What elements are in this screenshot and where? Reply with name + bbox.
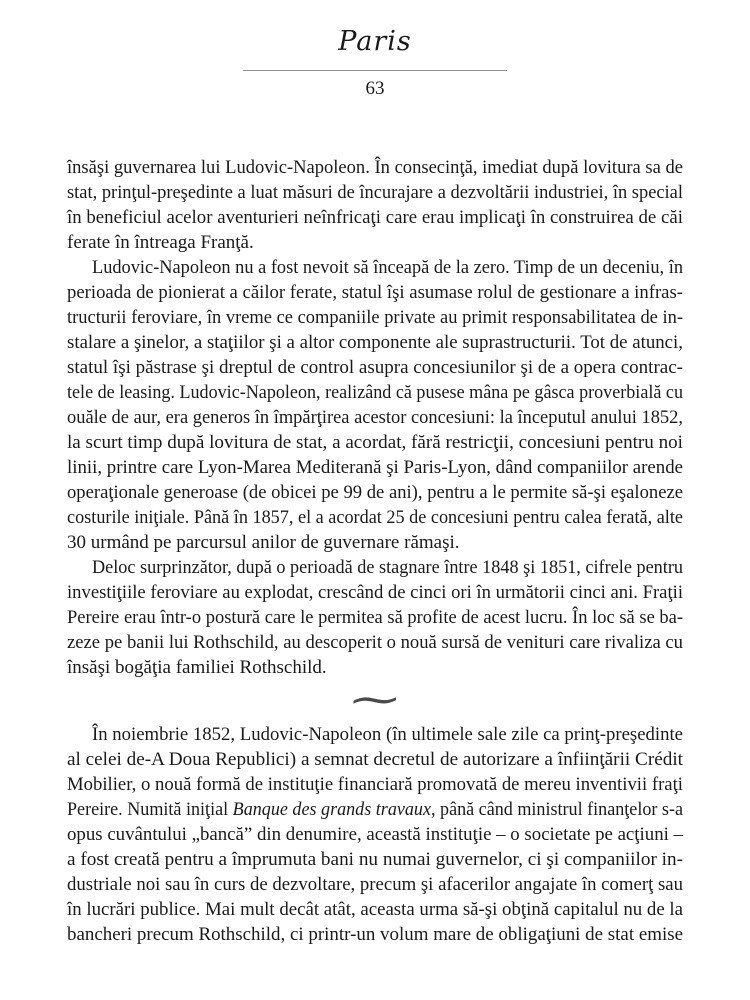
running-title: Paris xyxy=(338,26,412,57)
text-line: a fost creată pentru a împrumuta bani nu numai guvernelor, ci şi companiilor in- xyxy=(67,849,683,870)
text-line: însăşi guvernarea lui Ludovic-Napoleon. În consecinţă, imediat după lovitura sa de xyxy=(67,157,683,178)
text-line: însăşi bogăţia familiei Rothschild. xyxy=(67,657,327,678)
text-line: dustriale noi sau în curs de dezvoltare, precum şi afacerilor angajate în comerţ sau xyxy=(67,874,683,895)
header-rule-divider xyxy=(243,70,507,71)
text-line: Ludovic-Napoleon nu a fost nevoit să înceapă de la zero. Timp de un deceniu, în xyxy=(92,257,683,278)
text-line: perioada de pionierat a căilor ferate, statul îşi asumase rolul de gestionare a infras- xyxy=(67,282,683,303)
paragraph xyxy=(67,555,683,680)
text-line: investiţiile feroviare au explodat, crescând de cinci ori în următorii cinci ani. Fraţii xyxy=(67,582,683,603)
text-line: ouăle de aur, era generos în împărţirea acestor concesiuni: la începutul anului 1852, xyxy=(67,407,683,428)
text-line: la scurt timp după lovitura de stat, a acordat, fără restricţii, concesiuni pentru noi xyxy=(67,432,683,453)
paragraph xyxy=(67,155,683,255)
text-line: în lucrări publice. Mai mult decât atât, aceasta urma să-şi obţină capitalul nu de la xyxy=(67,899,683,920)
text-line: statul îşi păstrase şi dreptul de control asupra concesiunilor şi de a opera contrac- xyxy=(67,357,683,378)
text-line: tructurii feroviare, în vreme ce companiile private au primit responsabilitatea de in- xyxy=(67,307,683,328)
text-line: Deloc surprinzător, după o perioadă de stagnare între 1848 şi 1851, cifrele pentru xyxy=(92,557,683,578)
text-line: Pereire. Numită iniţial Banque des grands travaux, până când ministrul finanţelor s-a xyxy=(67,799,683,820)
text-line: stat, prinţul-preşedinte a luat măsuri de încurajare a dezvoltării industriei, în special xyxy=(67,182,683,203)
section-divider-ornament: ∼ xyxy=(346,677,404,722)
text-line: în beneficiul acelor aventurieri neînfricaţi care erau implicaţi în construirea de căi xyxy=(67,207,683,228)
text-line: al celei de-A Doua Republici) a semnat decretul de autorizare a înfiinţării Crédit xyxy=(67,749,683,770)
text-line: costurile iniţiale. Până în 1857, el a acordat 25 de concesiuni pentru calea ferată, alte xyxy=(67,507,683,528)
text-line: bancheri precum Rothschild, ci printr-un volum mare de obligaţiuni de stat emise xyxy=(67,924,683,945)
paragraph xyxy=(67,722,683,947)
text-line: Pereire erau într-o postură care le permitea să profite de acest lucru. În loc să se ba- xyxy=(67,607,683,628)
paragraph xyxy=(67,255,683,555)
text-line: linii, printre care Lyon-Marea Mediterană şi Paris-Lyon, dând companiilor arende xyxy=(67,457,683,478)
text-line: ferate în întreaga Franţă. xyxy=(67,232,254,253)
text-line: zeze pe banii lui Rothschild, au descoperit o nouă sursă de venituri care rivaliza cu xyxy=(67,632,683,653)
text-line: tele de leasing. Ludovic-Napoleon, realizând că pusese mâna pe gâsca proverbială cu xyxy=(67,382,683,403)
text-line: Mobilier, o nouă formă de instituţie financiară promovată de mereu inventivii fraţi xyxy=(67,774,683,795)
page-number: 63 xyxy=(365,78,385,99)
text-line: operaţionale generoase (de obicei pe 99 de ani), pentru a le permite să-şi eşaloneze xyxy=(67,482,683,503)
text-line: 30 urmând pe parcursul anilor de guvernare rămaşi. xyxy=(67,532,460,553)
text-line: opus cuvântului „bancă” din denumire, această instituţie – o societate pe acţiuni – xyxy=(67,824,683,845)
text-line: stalare a şinelor, a staţiilor şi a altor componente ale suprastructurii. Tot de atunci, xyxy=(67,332,683,353)
body-text xyxy=(67,155,683,947)
text-line: În noiembrie 1852, Ludovic-Napoleon (în ultimele sale zile ca prinţ-preşedinte xyxy=(92,724,683,745)
